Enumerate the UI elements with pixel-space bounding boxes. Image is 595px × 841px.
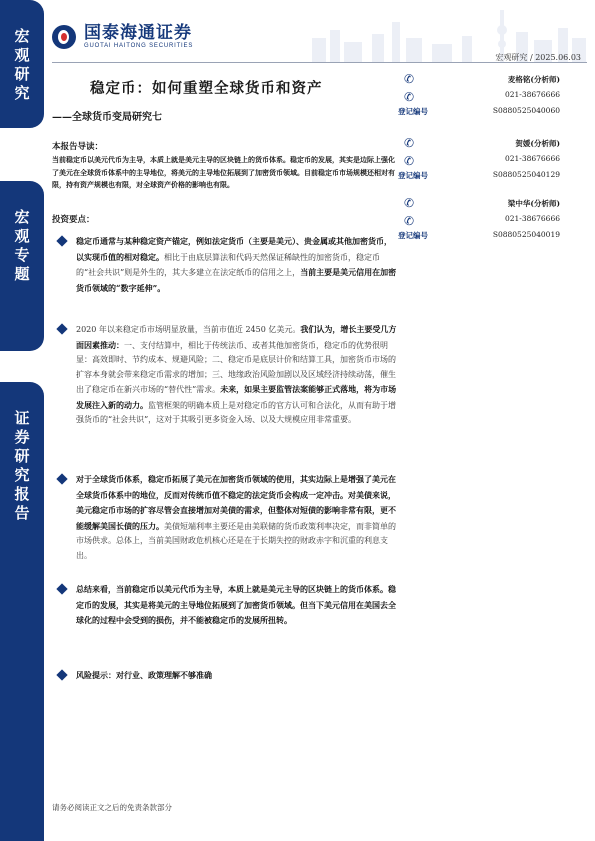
brand-name-en: GUOTAI HAITONG SECURITIES [84, 43, 194, 49]
brand-logo [52, 24, 193, 50]
sidebar-tab-macro-research [0, 0, 44, 128]
bullet-diamond-icon [56, 323, 67, 334]
report-type: 宏观研究 [495, 53, 528, 62]
point-text: 2020 年以来稳定币市场明显放量，当前市值近 2450 亿美元。 [76, 325, 301, 334]
sidebar-label: 宏观专题 [12, 209, 31, 285]
guide-heading: 本报告导读： [52, 142, 104, 152]
point-bold: 我们认为，增长主要受几方面因素推动： [76, 324, 397, 350]
analyst-card [398, 198, 588, 256]
point-bold: 当前主要是美元信用在加密货币领域的“数字延伸”。 [76, 267, 397, 293]
report-subtitle: ——全球货币变局研究七 [52, 112, 162, 123]
key-point [52, 322, 397, 428]
brand-name-cn: 国泰海通证券 [84, 23, 192, 43]
analyst-cert: S0880525040060 [492, 106, 560, 115]
key-point [52, 472, 397, 563]
analyst-name: 麦格铭(分析师) [507, 75, 560, 84]
cert-label: 登记编号 [398, 107, 428, 116]
bullet-diamond-icon [56, 235, 67, 246]
point-bold: 风险提示：对行业、政策理解不够准确 [76, 670, 212, 680]
point-text: 相比于由底层算法和代码天然保证稀缺性的加密货币，稳定币的“社会共识”则是外生的，其大多建立在法定纸币的信用之上， [76, 252, 380, 277]
sidebar-label: 宏观研究 [12, 28, 31, 104]
key-point [52, 582, 397, 629]
point-text: 美债短端利率主要还是由美联储的货币政策利率决定，而非简单的市场供求。总体上，当前美国财政危机核心还是在于长期失控的财政赤字和沉重的利息支出。 [76, 521, 396, 560]
header-divider [52, 62, 587, 63]
analyst-cert: S0880525040019 [492, 230, 560, 239]
cert-label: 登记编号 [398, 171, 428, 180]
point-text: 一、支付结算中，相比于传统法币、或者其他加密货币，稳定币的优势很明显：高效即时、节约成本、规避风险；二、稳定币是底层计价和结算工具，加密货币市场的扩容本身就会带来稳定币需求的增加；三、地缘政治风险加剧以及区域经济持续动荡，催生出了稳定币在新兴市场的“替代性”需求。 [76, 340, 396, 394]
guide-summary: 当前稳定币以美元代币为主导，本质上就是美元主导的区块链上的货币体系。稳定币的发展，其实是边际上强化了美元在全球货币体系中的主导地位，将美元的主导地位拓展到了加密货币领域。目前稳定币市场规模还相对有限，持有资产规模也有限，对全球资产价格的影响也有限。 [52, 155, 395, 189]
report-title: 稳定币：如何重塑全球货币和资产 [90, 80, 323, 97]
point-text: 监管框架的明确本质上是对稳定币的官方认可和合法化，从而有助于增强货币的“社会共识”，这对于其吸引更多资金入场、以及大规模应用非常重要。 [76, 400, 396, 424]
analyst-phone: 021-38676666 [504, 154, 560, 163]
bullet-diamond-icon [56, 473, 67, 484]
bullet-diamond-icon [56, 583, 67, 594]
analyst-phone: 021-38676666 [504, 90, 560, 99]
point-bold: 未来，如果主要监管法案能够正式落地，将为市场发展注入新的动力。 [76, 384, 397, 410]
phone-icon: ✆ [404, 136, 415, 150]
report-date: 2025.06.03 [535, 53, 581, 62]
meta-separator: / [529, 53, 536, 62]
sidebar-tab-macro-topic [0, 181, 44, 351]
point-bold: 总结来看，当前稳定币以美元代币为主导，本质上就是美元主导的区块链上的货币体系。稳定币的发展，其实是将美元的主导地位拓展到了加密货币领域。但当下美元信用在美国去全球化的过程中会受到的损伤，并不能被稳定币的发展所扭转。 [76, 584, 396, 625]
sidebar-tab-securities-report [0, 382, 44, 841]
analyst-card [398, 74, 588, 132]
disclaimer-footer: 请务必阅读正文之后的免责条款部分 [52, 803, 172, 812]
point-bold: 对于全球货币体系，稳定币拓展了美元在加密货币领域的使用，其实边际上是增强了美元在全球货币体系中的地位，反而对传统币值不稳定的法定货币会构成一定冲击。对美债来说，美元稳定币市场的扩容尽管会直接增加对美债的需求，但整体对短债的影响非常有限，更不能缓解美国长债的压力。 [76, 474, 396, 531]
analyst-name: 梁中华(分析师) [507, 199, 560, 208]
analyst-card [398, 138, 588, 196]
analyst-cert: S0880525040129 [492, 170, 560, 179]
page-header [52, 0, 587, 62]
risk-warning [52, 668, 397, 684]
cert-label: 登记编号 [398, 231, 428, 240]
phone-icon: ✆ [404, 154, 415, 168]
brand-logo-icon [52, 25, 76, 49]
sidebar-label: 证券研究报告 [12, 410, 31, 524]
points-heading: 投资要点： [52, 215, 95, 225]
phone-icon: ✆ [404, 72, 415, 86]
bullet-diamond-icon [56, 669, 67, 680]
point-bold: 稳定币通常与某种稳定资产锚定，例如法定货币（主要是美元）、贵金属或其他加密货币，以实现币值的相对稳定。 [76, 236, 392, 262]
sidebar [0, 0, 44, 841]
phone-icon: ✆ [404, 90, 415, 104]
key-point [52, 234, 397, 296]
phone-icon: ✆ [404, 214, 415, 228]
analyst-name: 贺媛(分析师) [515, 139, 560, 148]
phone-icon: ✆ [404, 196, 415, 210]
analyst-phone: 021-38676666 [504, 214, 560, 223]
